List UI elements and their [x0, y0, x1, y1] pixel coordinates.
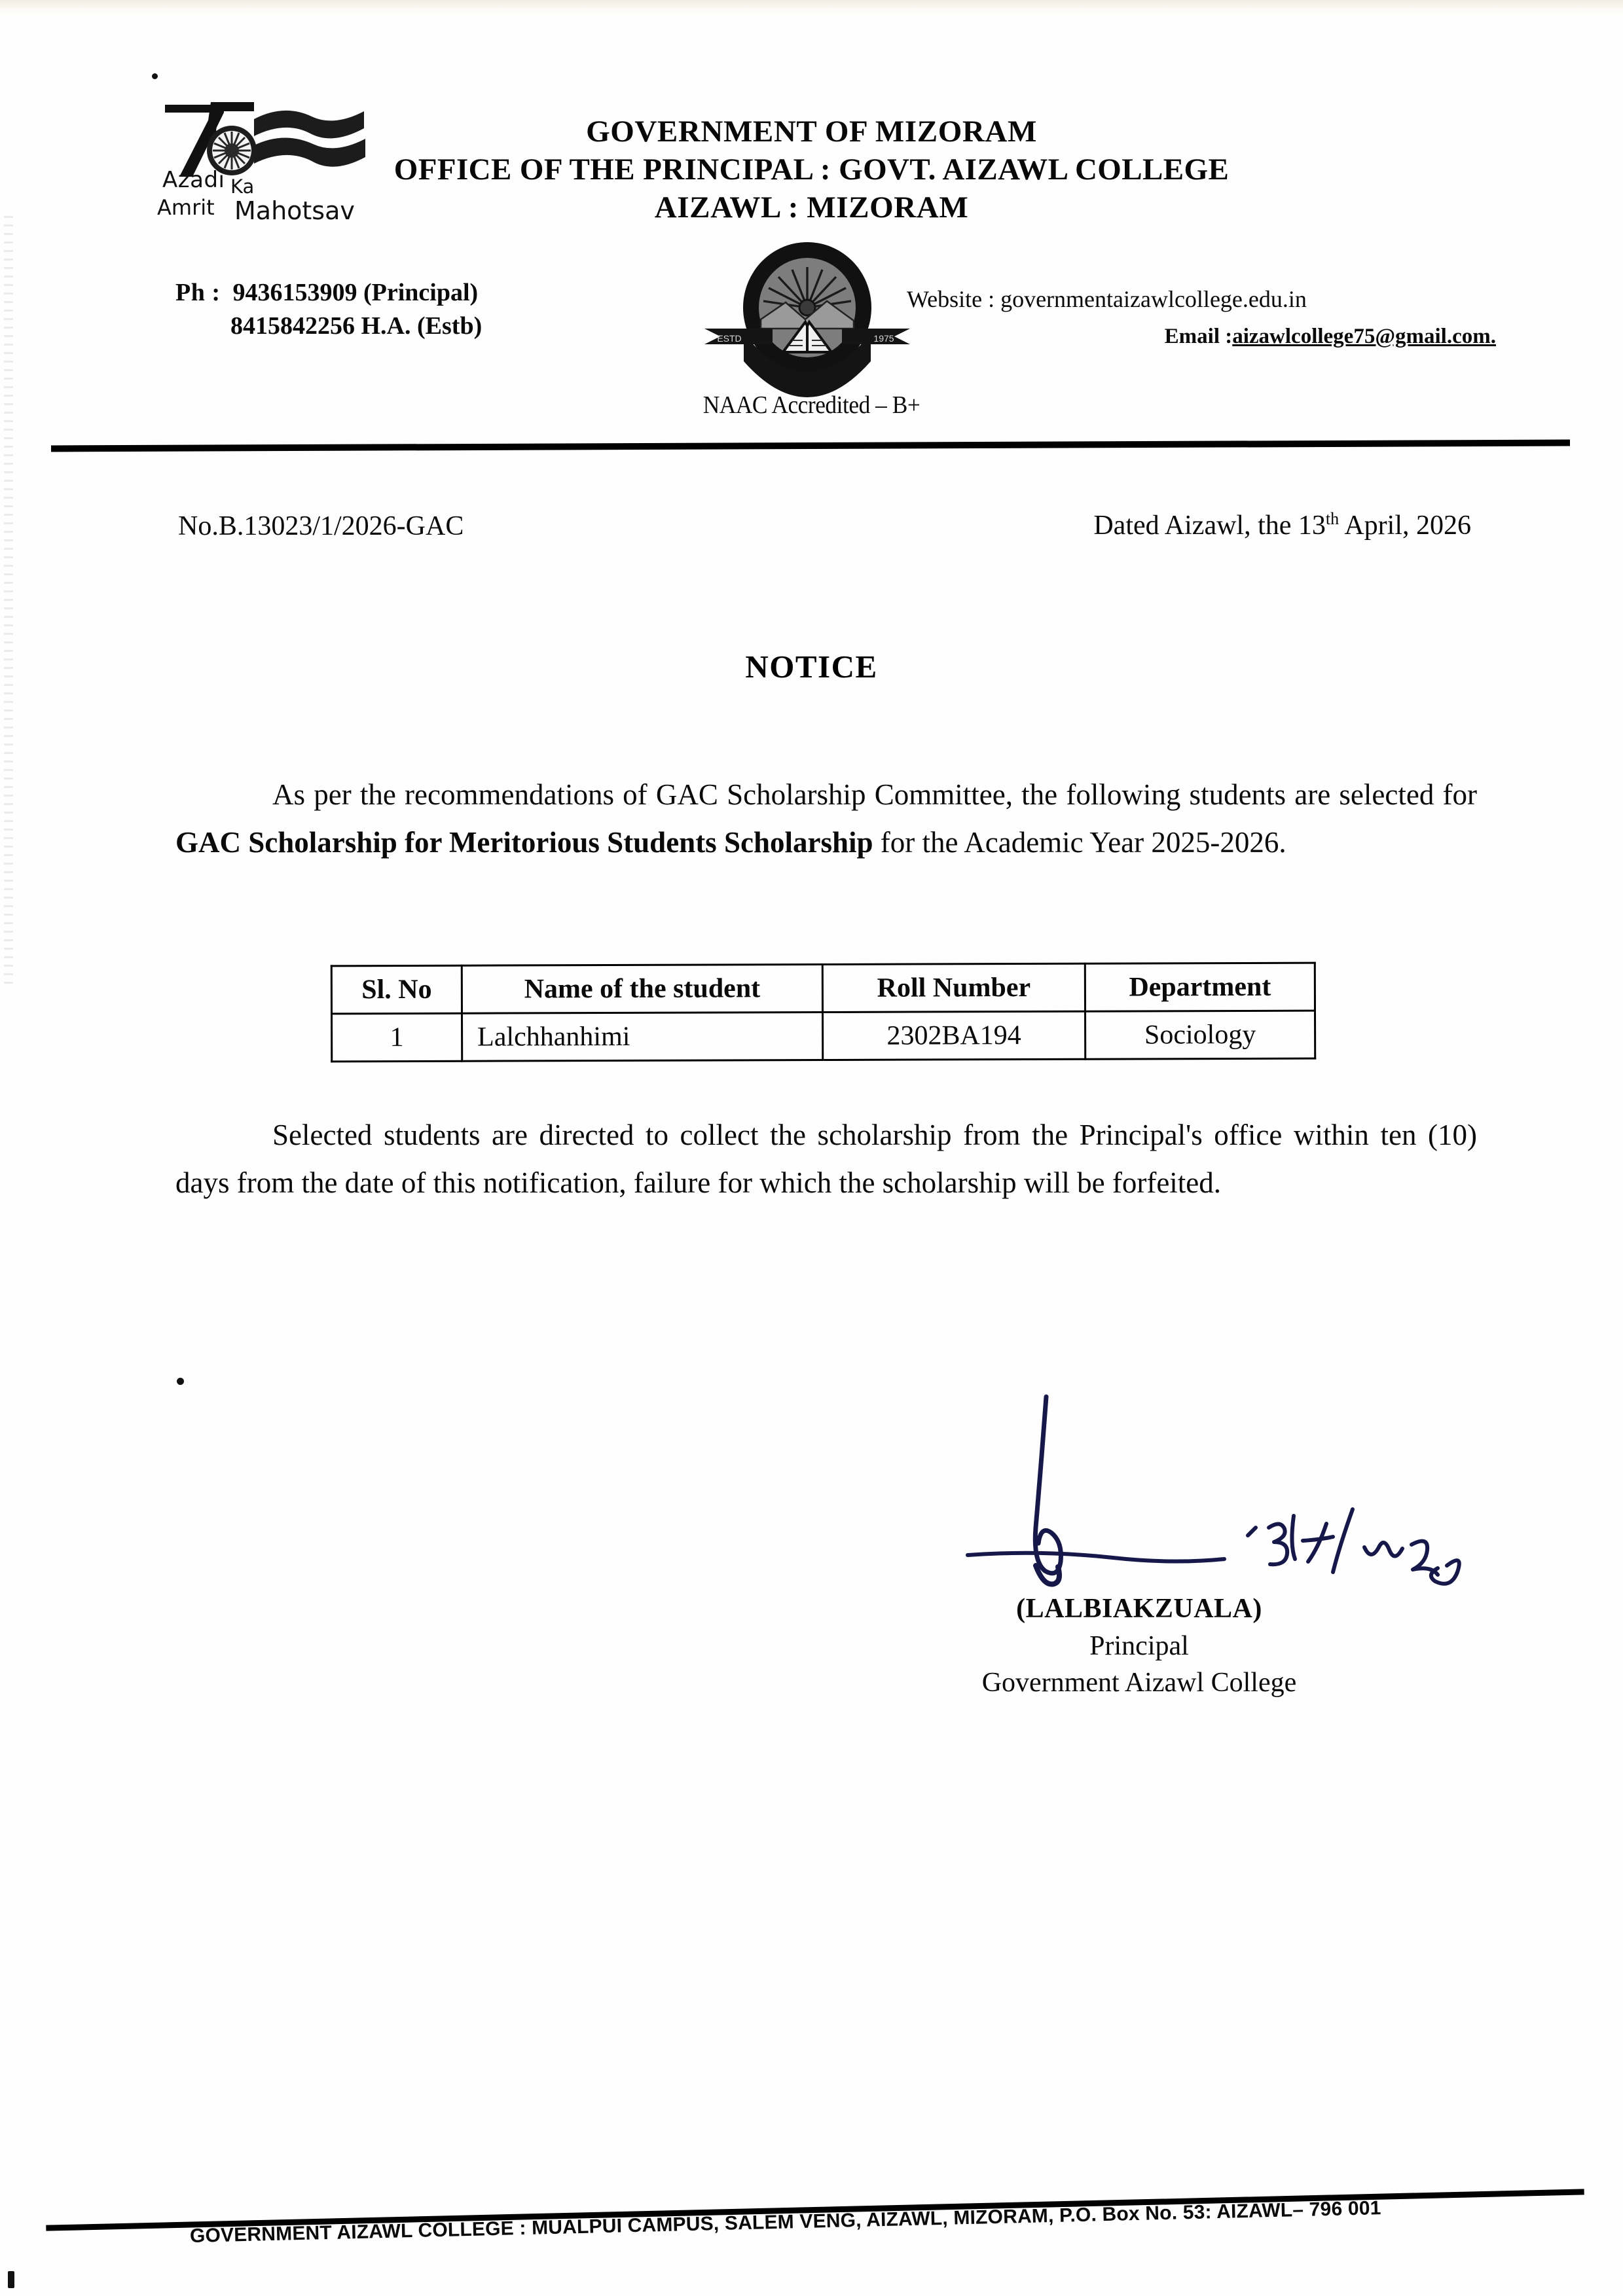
cell-student-name: Lalchhanhimi — [462, 1013, 823, 1062]
dated-prefix: Dated Aizawl, the 13 — [1093, 511, 1326, 541]
naac-accreditation-text: NAAC Accredited – B+ — [702, 391, 921, 419]
dated-line — [1093, 509, 1471, 541]
email-address: aizawlcollege75@gmail.com. — [1232, 325, 1496, 348]
paragraph-1-after-bold: for the Academic Year 2025-2026. — [873, 825, 1286, 859]
selected-students-table — [331, 962, 1316, 1063]
phone-principal: 9436153909 (Principal) — [232, 279, 479, 306]
column-header-sl-no: Sl. No — [331, 965, 462, 1014]
scan-speck — [152, 73, 158, 79]
dated-ordinal: th — [1325, 509, 1340, 528]
handwritten-signature-icon — [962, 1388, 1617, 1604]
amrit-logo-line-azadi: Azadi — [162, 167, 225, 193]
letterhead-title-office: OFFICE OF THE PRINCIPAL : GOVT. AIZAWL COLLEGE — [393, 152, 1230, 187]
paragraph-2-text: Selected students are directed to collect the scholarship from the Principal's office within ten (10) days from the date of this notification, failure for which the scholarship will be forfeited. — [175, 1119, 1477, 1199]
scan-edge-artifact-top — [0, 0, 1623, 17]
table-row — [332, 1011, 1315, 1062]
signatory-name: (LALBIAKZUALA) — [1016, 1594, 1262, 1624]
footer-address: GOVERNMENT AIZAWL COLLEGE : MUALPUI CAMPUS, SALEM VENG, AIZAWL, MIZORAM, P.O. Box No. 53: AIZAWL– 796 001 — [189, 2197, 1381, 2247]
letterhead-title-city: AIZAWL : MIZORAM — [654, 190, 969, 224]
cell-sl-no: 1 — [332, 1013, 462, 1062]
letterhead-title-government: GOVERNMENT OF MIZORAM — [586, 115, 1037, 149]
email-label: Email : — [1164, 325, 1233, 348]
column-header-name: Name of the student — [462, 965, 822, 1014]
phone-ha: 8415842256 H.A. (Estb) — [230, 312, 483, 340]
table-body — [332, 1011, 1315, 1062]
paragraph-instructions — [175, 1111, 1477, 1207]
reference-number: No.B.13023/1/2026-GAC — [178, 511, 464, 541]
paragraph-1-bold-scheme: GAC Scholarship for Meritorious Students Scholarship — [175, 825, 873, 859]
table-header-row — [331, 963, 1315, 1014]
scan-edge-artifact-left — [4, 216, 13, 988]
svg-text:1975: 1975 — [873, 333, 894, 344]
signatory-designation: Principal — [1089, 1630, 1189, 1661]
notice-heading: NOTICE — [745, 649, 878, 685]
letterhead-divider-rule — [51, 440, 1570, 452]
amrit-logo-line-mahotsav: Mahotsav — [234, 196, 355, 225]
column-header-roll-number: Roll Number — [822, 963, 1085, 1012]
signatory-institution: Government Aizawl College — [981, 1668, 1297, 1698]
dated-suffix: April, 2026 — [1339, 511, 1471, 541]
cell-department: Sociology — [1085, 1011, 1315, 1059]
amrit-logo-line-ka: Ka — [230, 175, 255, 198]
scan-speck — [177, 1378, 184, 1385]
email-text — [907, 321, 1496, 353]
letterhead-web-block — [907, 281, 1496, 353]
students-table-wrapper — [331, 962, 1316, 1063]
phone-label: Ph : — [175, 279, 221, 306]
scan-speck — [8, 2271, 14, 2288]
svg-text:ESTD: ESTD — [717, 333, 742, 344]
column-header-department: Department — [1085, 963, 1315, 1011]
signature-block — [903, 1590, 1375, 1702]
website-text: Website : governmentaizawlcollege.edu.in — [907, 286, 1307, 312]
cell-roll-number: 2302BA194 — [823, 1011, 1085, 1060]
table-header — [331, 963, 1315, 1014]
amrit-logo-line-amrit: Amrit — [157, 195, 215, 220]
college-seal-icon — [693, 242, 922, 403]
paragraph-selection — [175, 771, 1477, 867]
paragraph-1-before-bold: As per the recommendations of GAC Scholarship Committee, the following students are selected for — [272, 778, 1477, 811]
letterhead-phone-block — [175, 276, 482, 344]
